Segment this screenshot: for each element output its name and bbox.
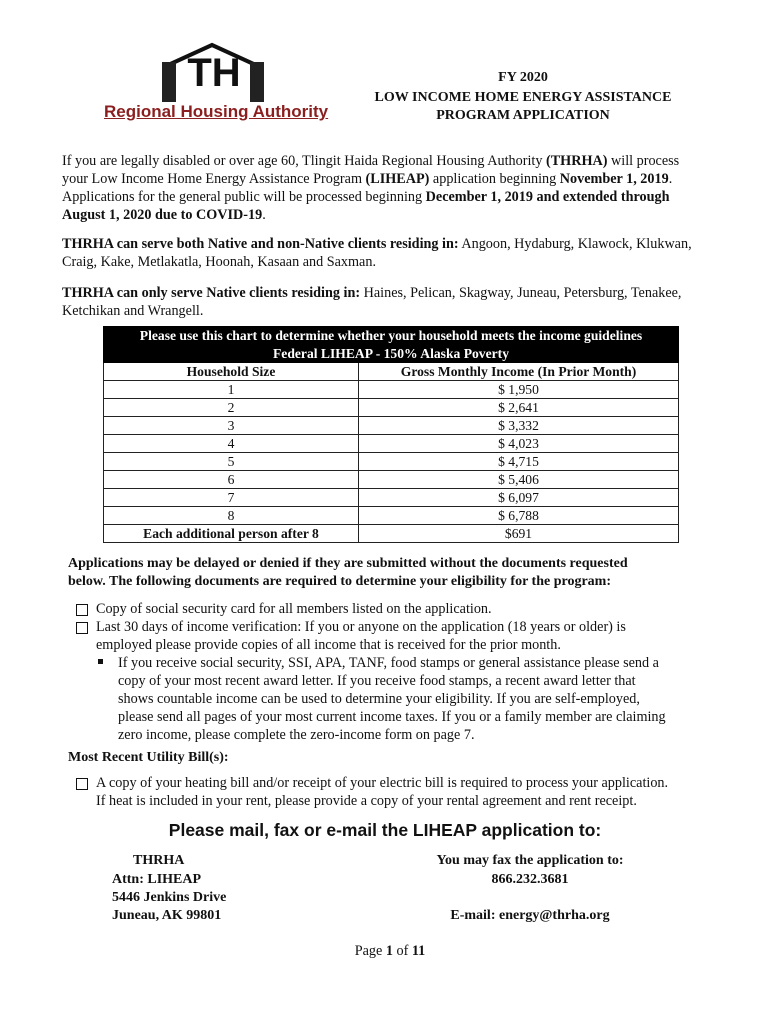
warning-line-1: Applications may be delayed or denied if they are submitted without the documents requested (68, 556, 628, 571)
serve-both-paragraph: THRHA can serve both Native and non-Native clients residing in: Angoon, Hydaburg, Klawock, Klukwan, Craig, Kake, Metlakatla, Hoonah, Kasaan and Saxman. (62, 236, 692, 270)
title-line-2: LOW INCOME HOME ENERGY ASSISTANCE (374, 90, 672, 105)
address-line-4: Juneau, AK 99801 (112, 908, 222, 923)
income-guidelines-table (103, 326, 679, 543)
table-row: Each additional person after 8 $691 (104, 525, 679, 543)
column-header-gross-income: Gross Monthly Income (In Prior Month) (359, 363, 679, 381)
sub-item-line-4: please send all pages of your most current income taxes. If you or a family member are claiming (118, 709, 666, 725)
logo-org-name: Regional Housing Authority (104, 102, 329, 121)
serve-native-paragraph: THRHA can only serve Native clients residing in: Haines, Pelican, Skagway, Juneau, Petersburg, Tenakee, Ketchikan and Wrangell. (62, 285, 682, 319)
sub-item-line-3: shows countable income can be used to determine your eligibility. If you are self-employed, (118, 691, 640, 707)
checkbox-income-verification[interactable] (76, 622, 88, 634)
sub-item-line-5: zero income, please complete the zero-income form on page 7. (118, 727, 475, 743)
checkbox-ssn-card[interactable] (76, 604, 88, 616)
checklist-item-ssn: Copy of social security card for all members listed on the application. (96, 601, 492, 617)
page-number: Page 1 of 11 (354, 943, 426, 959)
fax-number[interactable]: 866.232.3681 (491, 872, 569, 887)
sub-item-line-2: copy of your most recent award letter. If you receive food stamps, a recent award letter that (118, 673, 636, 689)
utility-line-2: If heat is included in your rent, please provide a copy of your rental agreement and rent receipt. (96, 793, 637, 809)
title-line-3: PROGRAM APPLICATION (436, 108, 610, 123)
fax-label: You may fax the application to: (436, 853, 624, 868)
checkbox-utility-bill[interactable] (76, 778, 88, 790)
table-row: 1 $ 1,950 (104, 381, 679, 399)
address-line-2: Attn: LIHEAP (112, 872, 202, 887)
org-logo (104, 42, 329, 128)
mail-heading: Please mail, fax or e-mail the LIHEAP application to: (168, 820, 602, 840)
title-line-1: FY 2020 (498, 70, 548, 85)
table-row: 5 $ 4,715 (104, 453, 679, 471)
email-link[interactable]: energy@thrha.org (498, 908, 610, 923)
table-row: 7 $ 6,097 (104, 489, 679, 507)
email-line: E-mail: energy@thrha.org (450, 908, 610, 923)
warning-line-2: below. The following documents are required to determine your eligibility for the program: (68, 574, 611, 589)
sub-item-line-1: If you receive social security, SSI, APA, TANF, food stamps or general assistance please send a (118, 655, 659, 671)
intro-paragraph: If you are legally disabled or over age 60, Tlingit Haida Regional Housing Authority (THRHA) will process your Low Income Home Energy Assistance Program (LIHEAP) application beginning November 1, 2019. Applications for the general public will be processed beginning December 1, 2019 and extended through August 1, 2020 due to COVID-19. (62, 153, 680, 223)
table-banner-line-2: Federal LIHEAP - 150% Alaska Poverty (104, 345, 679, 363)
table-row: 8 $ 6,788 (104, 507, 679, 525)
table-row: 6 $ 5,406 (104, 471, 679, 489)
checklist-item-income-l2: employed please provide copies of all income that is received for the prior month. (96, 637, 561, 653)
column-header-household-size: Household Size (104, 363, 359, 381)
checklist-item-income-l1: Last 30 days of income verification: If you or anyone on the application (18 years or older) is (96, 619, 626, 635)
table-row: 3 $ 3,332 (104, 417, 679, 435)
logo-letters: TH (187, 51, 241, 95)
utility-line-1: A copy of your heating bill and/or receipt of your electric bill is required to process your application. (96, 775, 669, 791)
address-line-3: 5446 Jenkins Drive (112, 890, 227, 905)
table-banner-line-1: Please use this chart to determine whether your household meets the income guidelines (104, 327, 679, 345)
square-bullet-icon (98, 659, 103, 664)
address-line-1: THRHA (133, 853, 185, 868)
table-row: 2 $ 2,641 (104, 399, 679, 417)
utility-heading: Most Recent Utility Bill(s): (68, 750, 229, 765)
table-row: 4 $ 4,023 (104, 435, 679, 453)
